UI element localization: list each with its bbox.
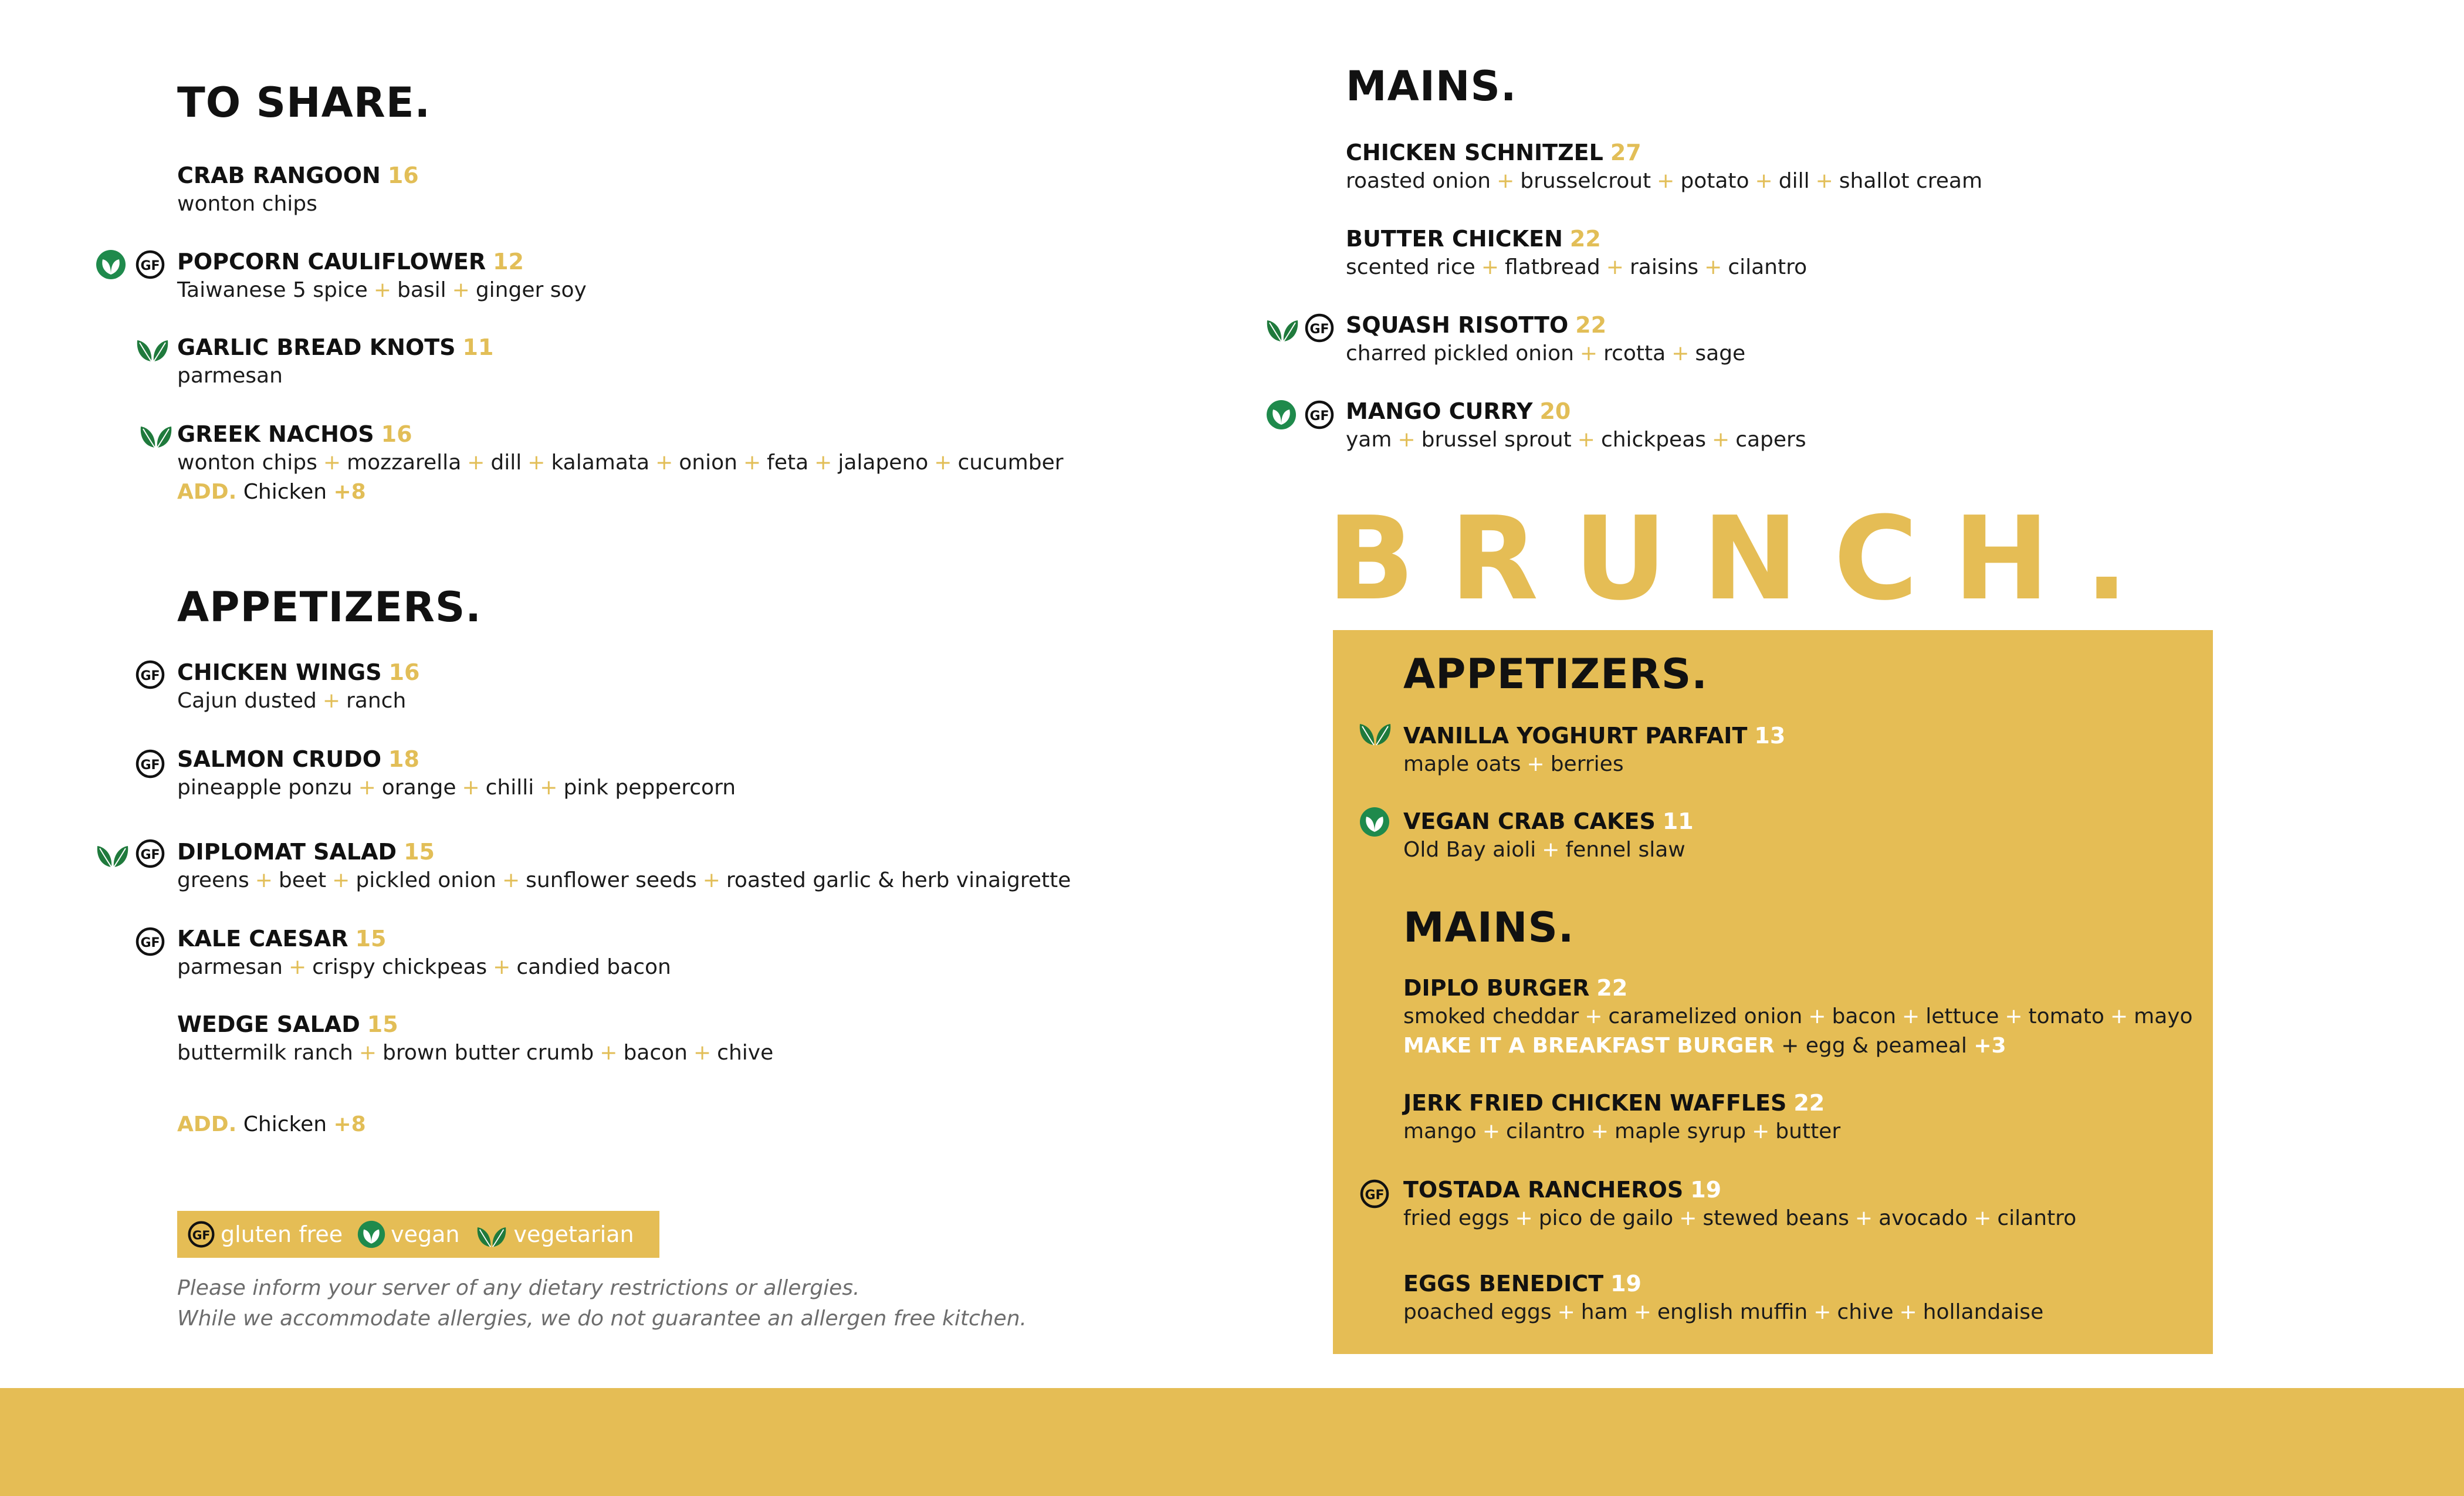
item-name: DIPLOMAT SALAD <box>177 839 397 865</box>
ingredient: fried eggs <box>1403 1206 1509 1230</box>
item-name: GREEK NACHOS <box>177 421 374 447</box>
plus-separator: + <box>1657 169 1675 193</box>
plus-separator: + <box>462 776 480 800</box>
item-description <box>177 448 1064 478</box>
item-description <box>1403 1002 2193 1031</box>
ingredient: wonton chips <box>177 451 317 475</box>
plus-separator: + <box>1397 428 1416 452</box>
appetizers-heading: APPETIZERS. <box>177 583 482 631</box>
brunch-title: BRUNCH. <box>1327 492 2164 626</box>
ingredient: brussel sprout <box>1421 428 1572 452</box>
item-description <box>177 953 671 982</box>
vegan-icon <box>1359 806 1390 838</box>
plus-separator: + <box>1902 1004 1920 1028</box>
ingredient: Old Bay aioli <box>1403 838 1536 862</box>
item-name: CHICKEN SCHNITZEL <box>1346 140 1603 165</box>
ingredient: caramelized onion <box>1608 1004 1803 1028</box>
dietary-legend <box>177 1211 659 1258</box>
menu-item-jerk-fried-chicken-waffles <box>1403 1089 1840 1146</box>
menu-item-crab-rangoon <box>177 161 419 219</box>
plus-separator: + <box>1704 255 1722 279</box>
ingredient: lettuce <box>1925 1004 1999 1028</box>
item-name: KALE CAESAR <box>177 926 348 952</box>
ingredient: rcotta <box>1603 341 1666 365</box>
item-name: CHICKEN WINGS <box>177 659 382 685</box>
appetizers-section <box>177 583 482 631</box>
ingredient: tomato <box>2028 1004 2104 1028</box>
plus-separator: + <box>814 451 832 475</box>
ingredient: cilantro <box>1506 1119 1585 1143</box>
ingredient: butter <box>1775 1119 1841 1143</box>
ingredient: bacon <box>1832 1004 1897 1028</box>
vegetarian-icon <box>94 838 131 869</box>
plus-separator: + <box>1679 1206 1697 1230</box>
ingredient: maple syrup <box>1615 1119 1747 1143</box>
appetizers-add-on <box>177 1110 366 1139</box>
add-price: +8 <box>333 480 366 504</box>
menu-item-butter-chicken <box>1346 225 1807 282</box>
plus-separator: + <box>1813 1300 1832 1324</box>
ingredient: roasted onion <box>1346 169 1491 193</box>
plus-separator: + <box>2005 1004 2023 1028</box>
item-name: WEDGE SALAD <box>177 1011 360 1037</box>
item-description <box>1403 1298 2043 1327</box>
ingredient: fennel slaw <box>1565 838 1685 862</box>
upgrade-label: MAKE IT A BREAKFAST BURGER <box>1403 1034 1775 1058</box>
menu-item-tostada-rancheros <box>1403 1176 2076 1233</box>
item-price: 15 <box>355 926 387 952</box>
item-description <box>177 276 587 305</box>
plus-separator: + <box>1606 255 1624 279</box>
brunch-appetizers-heading: APPETIZERS. <box>1403 650 1708 698</box>
item-price: 19 <box>1690 1177 1722 1203</box>
ingredient: Taiwanese 5 spice <box>177 278 368 302</box>
item-price: 15 <box>367 1011 398 1037</box>
item-description <box>177 189 419 219</box>
item-description <box>177 361 493 391</box>
menu-item-diplo-burger <box>1403 974 2193 1061</box>
item-price: 27 <box>1610 140 1641 165</box>
plus-separator: + <box>655 451 673 475</box>
item-price: 15 <box>404 839 435 865</box>
item-name: MANGO CURRY <box>1346 398 1533 424</box>
item-price: 16 <box>387 163 419 188</box>
ingredient: buttermilk ranch <box>177 1041 353 1065</box>
plus-separator: + <box>1557 1300 1575 1324</box>
ingredient: parmesan <box>177 955 283 979</box>
ingredient: pineapple ponzu <box>177 776 353 800</box>
ingredient: roasted garlic & herb vinaigrette <box>726 868 1071 892</box>
plus-separator: + <box>702 868 720 892</box>
ingredient: maple oats <box>1403 752 1521 776</box>
item-price: 22 <box>1596 975 1628 1001</box>
plus-separator: + <box>322 689 340 713</box>
ingredient: avocado <box>1879 1206 1968 1230</box>
plus-separator: + <box>1577 428 1595 452</box>
gluten-free-icon <box>134 838 166 869</box>
vegan-icon <box>95 249 127 280</box>
ingredient: potato <box>1680 169 1749 193</box>
add-item: Chicken <box>243 480 327 504</box>
ingredient: shallot cream <box>1839 169 1983 193</box>
plus-separator: + <box>452 278 470 302</box>
ingredient: english muffin <box>1657 1300 1808 1324</box>
to-share-heading: TO SHARE. <box>177 79 431 127</box>
burger-upgrade-line <box>1403 1031 2193 1061</box>
menu-item-diplomat-salad <box>177 838 1071 895</box>
disclaimer-line-1: Please inform your server of any dietary restrictions or allergies. <box>177 1276 860 1300</box>
ingredient: onion <box>679 451 737 475</box>
item-description <box>1403 835 1694 865</box>
gluten-free-icon <box>1304 312 1335 344</box>
ingredient: mozzarella <box>347 451 462 475</box>
ingredient: dill <box>1778 169 1810 193</box>
plus-separator: + <box>1808 1004 1826 1028</box>
menu-item-kale-caesar <box>177 925 671 982</box>
ingredient: mayo <box>2134 1004 2193 1028</box>
item-name: SQUASH RISOTTO <box>1346 312 1569 338</box>
item-name: POPCORN CAULIFLOWER <box>177 249 486 275</box>
item-price: 11 <box>1662 808 1694 834</box>
gluten-free-icon <box>134 249 166 280</box>
menu-item-wedge-salad <box>177 1010 773 1068</box>
add-on-line <box>177 478 1064 507</box>
legend-gluten-free: gluten free <box>221 1221 343 1247</box>
menu-item-vegan-crab-cakes <box>1403 807 1694 865</box>
item-description <box>1403 1204 2076 1233</box>
ingredient: sage <box>1695 341 1746 365</box>
ingredient: poached eggs <box>1403 1300 1552 1324</box>
legend-vegetarian: vegetarian <box>513 1221 634 1247</box>
ingredient: yam <box>1346 428 1392 452</box>
item-price: 11 <box>462 334 494 360</box>
ingredient: kalamata <box>551 451 650 475</box>
menu-item-squash-risotto <box>1346 311 1745 368</box>
plus-separator: + <box>1671 341 1690 365</box>
ingredient: cucumber <box>957 451 1064 475</box>
plus-separator: + <box>493 955 511 979</box>
ingredient: parmesan <box>177 364 283 388</box>
vegan-icon <box>357 1220 386 1249</box>
vegetarian-icon <box>1264 312 1301 344</box>
ingredient: chilli <box>485 776 534 800</box>
ingredient: pickled onion <box>356 868 496 892</box>
ingredient: brown butter crumb <box>383 1041 594 1065</box>
plus-separator: + <box>527 451 546 475</box>
plus-separator: + <box>1579 341 1598 365</box>
vegetarian-icon <box>134 332 171 364</box>
menu-item-salmon-crudo <box>177 745 736 803</box>
item-description <box>177 686 419 716</box>
menu-item-garlic-bread-knots <box>177 333 493 391</box>
plus-separator: + <box>1815 169 1833 193</box>
brunch-mains-heading: MAINS. <box>1403 903 1575 952</box>
item-description <box>1346 167 1982 196</box>
item-price: 18 <box>388 746 419 772</box>
gluten-free-icon <box>134 926 166 957</box>
ingredient: chive <box>1837 1300 1894 1324</box>
ingredient: ham <box>1580 1300 1628 1324</box>
item-name: CRAB RANGOON <box>177 163 381 188</box>
item-name: JERK FRIED CHICKEN WAFFLES <box>1403 1090 1787 1116</box>
gluten-free-icon <box>1304 399 1335 431</box>
ingredient: basil <box>397 278 446 302</box>
plus-separator: + <box>1752 1119 1770 1143</box>
ingredient: jalapeno <box>838 451 929 475</box>
ingredient: dill <box>490 451 522 475</box>
ingredient: greens <box>177 868 249 892</box>
mains-section <box>1346 62 1517 110</box>
ingredient: beet <box>278 868 327 892</box>
plus-separator: + <box>693 1041 712 1065</box>
vegan-icon <box>1265 399 1297 431</box>
ingredient: feta <box>767 451 809 475</box>
item-name: BUTTER CHICKEN <box>1346 226 1563 252</box>
item-name: DIPLO BURGER <box>1403 975 1590 1001</box>
add-price: +8 <box>333 1112 366 1136</box>
plus-separator: + <box>1481 255 1499 279</box>
brunch-panel <box>1333 630 2213 1354</box>
plus-separator: + <box>502 868 520 892</box>
ingredient: orange <box>381 776 456 800</box>
item-description <box>177 866 1071 895</box>
ingredient: smoked cheddar <box>1403 1004 1579 1028</box>
plus-separator: + <box>288 955 307 979</box>
plus-separator: + <box>1515 1206 1533 1230</box>
item-price: 22 <box>1569 226 1601 252</box>
plus-separator: + <box>255 868 273 892</box>
plus-separator: + <box>1712 428 1730 452</box>
add-label: ADD. <box>177 480 237 504</box>
menu-item-chicken-wings <box>177 658 419 716</box>
mains-heading: MAINS. <box>1346 62 1517 110</box>
menu-item-mango-curry <box>1346 397 1806 455</box>
ingredient: hollandaise <box>1923 1300 2044 1324</box>
item-price: 19 <box>1610 1271 1641 1297</box>
item-name: VEGAN CRAB CAKES <box>1403 808 1656 834</box>
item-price: 16 <box>388 659 420 685</box>
ingredient: chive <box>717 1041 774 1065</box>
item-description <box>177 1038 773 1068</box>
plus-separator: + <box>743 451 761 475</box>
plus-separator: + <box>1974 1206 1992 1230</box>
menu-item-popcorn-cauliflower <box>177 248 587 305</box>
plus-separator: + <box>332 868 350 892</box>
plus-separator: + <box>373 278 391 302</box>
vegetarian-icon <box>1356 716 1394 747</box>
item-name: GARLIC BREAD KNOTS <box>177 334 456 360</box>
bottom-band <box>0 1388 2464 1496</box>
allergy-disclaimer <box>177 1273 1027 1334</box>
item-description <box>1346 425 1806 455</box>
plus-separator: + <box>1755 169 1773 193</box>
item-name: TOSTADA RANCHEROS <box>1403 1177 1684 1203</box>
ingredient: cilantro <box>1728 255 1808 279</box>
plus-separator: + <box>358 1041 377 1065</box>
item-price: 22 <box>1575 312 1607 338</box>
plus-separator: + <box>2110 1004 2128 1028</box>
ingredient: berries <box>1550 752 1624 776</box>
ingredient: crispy chickpeas <box>312 955 488 979</box>
plus-separator: + <box>934 451 952 475</box>
legend-vegan: vegan <box>391 1221 460 1247</box>
item-name: VANILLA YOGHURT PARFAIT <box>1403 723 1748 749</box>
item-name: EGGS BENEDICT <box>1403 1271 1604 1297</box>
menu-item-greek-nachos <box>177 420 1064 507</box>
upgrade-extra: + egg & peameal <box>1781 1034 1967 1058</box>
ingredient: Cajun dusted <box>177 689 317 713</box>
gluten-free-icon <box>1359 1178 1390 1210</box>
plus-separator: + <box>1497 169 1515 193</box>
item-price: 12 <box>493 249 524 275</box>
upgrade-price: +3 <box>1974 1034 2006 1058</box>
vegetarian-icon <box>137 418 175 450</box>
plus-separator: + <box>1854 1206 1873 1230</box>
gluten-free-icon <box>134 659 166 691</box>
plus-separator: + <box>323 451 341 475</box>
item-price: 13 <box>1754 723 1786 749</box>
ingredient: charred pickled onion <box>1346 341 1574 365</box>
plus-separator: + <box>1527 752 1545 776</box>
plus-separator: + <box>1633 1300 1651 1324</box>
ingredient: sunflower seeds <box>526 868 697 892</box>
ingredient: capers <box>1735 428 1806 452</box>
item-price: 20 <box>1539 398 1571 424</box>
plus-separator: + <box>1590 1119 1609 1143</box>
item-price: 16 <box>381 421 412 447</box>
to-share-section <box>177 79 431 127</box>
ingredient: wonton chips <box>177 192 317 216</box>
menu-item-chicken-schnitzel <box>1346 138 1982 196</box>
ingredient: chickpeas <box>1600 428 1707 452</box>
ingredient: mango <box>1403 1119 1477 1143</box>
ingredient: raisins <box>1629 255 1699 279</box>
plus-separator: + <box>1542 838 1560 862</box>
add-item: Chicken <box>243 1112 327 1136</box>
item-description <box>1346 253 1807 282</box>
item-name: SALMON CRUDO <box>177 746 381 772</box>
ingredient: ginger soy <box>475 278 587 302</box>
ingredient: pico de gailo <box>1538 1206 1674 1230</box>
gluten-free-icon <box>134 748 166 780</box>
plus-separator: + <box>1482 1119 1500 1143</box>
plus-separator: + <box>467 451 485 475</box>
item-price: 22 <box>1793 1090 1825 1116</box>
ingredient: stewed beans <box>1703 1206 1849 1230</box>
add-label: ADD. <box>177 1112 237 1136</box>
ingredient: scented rice <box>1346 255 1475 279</box>
item-description <box>177 773 736 803</box>
plus-separator: + <box>1899 1300 1917 1324</box>
item-description <box>1403 750 1785 779</box>
vegetarian-icon <box>474 1220 509 1249</box>
ingredient: candied bacon <box>516 955 671 979</box>
ingredient: pink peppercorn <box>563 776 736 800</box>
ingredient: flatbread <box>1505 255 1600 279</box>
disclaimer-line-2: While we accommodate allergies, we do not guarantee an allergen free kitchen. <box>177 1307 1027 1331</box>
plus-separator: + <box>358 776 376 800</box>
item-description <box>1346 339 1745 368</box>
ingredient: ranch <box>346 689 407 713</box>
plus-separator: + <box>1585 1004 1603 1028</box>
plus-separator: + <box>540 776 558 800</box>
ingredient: bacon <box>623 1041 688 1065</box>
item-description <box>1403 1117 1840 1146</box>
menu-item-eggs-benedict <box>1403 1270 2043 1327</box>
plus-separator: + <box>600 1041 618 1065</box>
menu-item-vanilla-yoghurt-parfait <box>1403 722 1785 779</box>
gluten-free-icon <box>187 1220 216 1249</box>
ingredient: brusselcrout <box>1520 169 1651 193</box>
ingredient: cilantro <box>1997 1206 2077 1230</box>
